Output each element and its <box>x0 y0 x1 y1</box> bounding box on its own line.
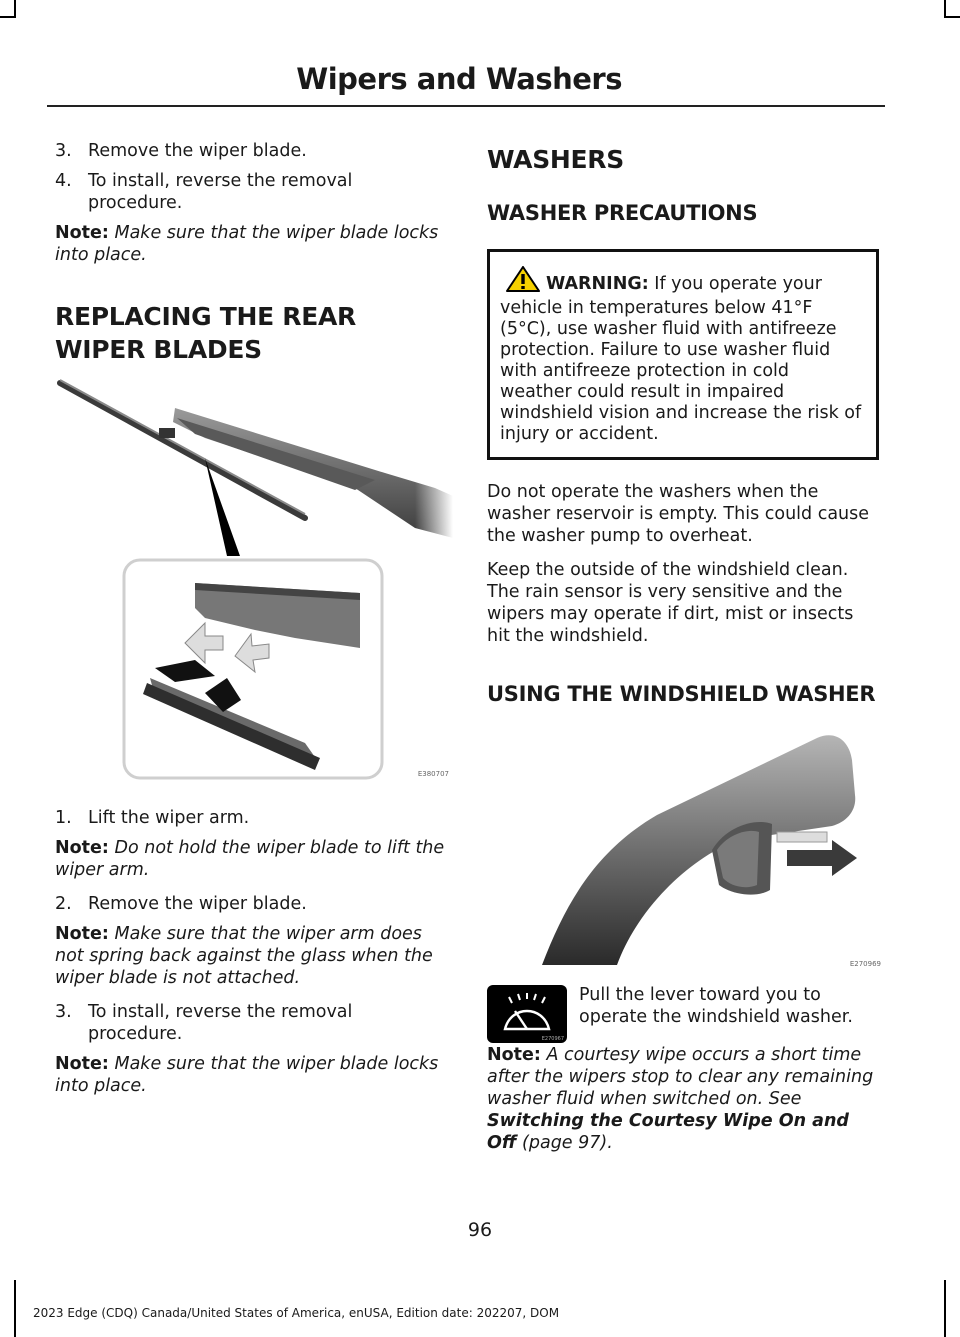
edition-info: 2023 Edge (CDQ) Canada/United States of America, enUSA, Edition date: 202207, DOM <box>33 1306 560 1320</box>
note: Note: Make sure that the wiper blade locks into place. <box>55 223 439 265</box>
note: Note: A courtesy wipe occurs a short time after the wipers stop to clear any remaining washer fluid when switched on. See Switching the Courtesy Wipe On and Off (page 97). <box>487 1045 874 1153</box>
list-item: 4. To install, reverse the removal procedure. <box>55 171 353 213</box>
page-title: Wipers and Washers <box>296 62 622 96</box>
figure-code: E270967 <box>541 1036 564 1042</box>
page-number: 96 <box>467 1219 493 1241</box>
washer-lever-figure <box>487 700 885 970</box>
cross-reference-link[interactable]: Switching the Courtesy Wipe On and Off <box>487 1111 849 1153</box>
paragraph: Do not operate the washers when the washer reservoir is empty. This could cause the washer pump to overheat. <box>487 482 870 546</box>
windshield-washer-icon <box>487 985 567 1043</box>
section-heading: REPLACING THE REAR WIPER BLADES <box>55 302 357 364</box>
warning-icon <box>506 266 540 298</box>
note: Note: Make sure that the wiper blade locks into place. <box>55 1054 439 1096</box>
right-column <box>487 140 879 708</box>
warning-box: WARNING: If you operate your vehicle in temperatures below 41°F (5°C), use washer fluid with antifreeze protection. Failure to use washer fluid with antifreeze protection in cold weather could result in impaired windshield vision and increase the risk of injury or accident. <box>487 249 879 460</box>
crop-mark <box>0 16 16 18</box>
washer-symbol <box>487 985 567 1043</box>
figure-code: E380707 <box>417 770 449 778</box>
left-column <box>55 140 450 366</box>
rear-wiper-figure <box>55 378 453 780</box>
paragraph: Keep the outside of the windshield clean. The rain sensor is very sensitive and the wipers may operate if dirt, mist or insects hit the windshield. <box>487 560 854 646</box>
list-item: 3. Remove the wiper blade. <box>55 141 307 161</box>
subsection-heading: WASHER PRECAUTIONS <box>487 201 758 225</box>
crop-mark <box>944 1280 946 1337</box>
note: Note: Make sure that the wiper arm does not spring back against the glass when the wiper blade is not attached. <box>55 924 433 988</box>
list-item: 3. To install, reverse the removal procedure. <box>55 1002 353 1044</box>
list-item: 2. Remove the wiper blade. <box>55 894 307 914</box>
figure-code: E270969 <box>849 960 881 968</box>
note: Note: Do not hold the wiper blade to lift the wiper arm. <box>55 838 445 880</box>
crop-mark <box>14 1280 16 1337</box>
left-column-lower <box>55 807 450 1109</box>
subsection-heading: USING THE WINDSHIELD WASHER <box>487 682 876 706</box>
section-heading: WASHERS <box>487 145 624 174</box>
crop-mark <box>944 16 960 18</box>
header-divider <box>47 105 885 107</box>
symbol-description: Pull the lever toward you to operate the windshield washer. <box>579 985 853 1027</box>
list-item: 1. Lift the wiper arm. <box>55 808 250 828</box>
